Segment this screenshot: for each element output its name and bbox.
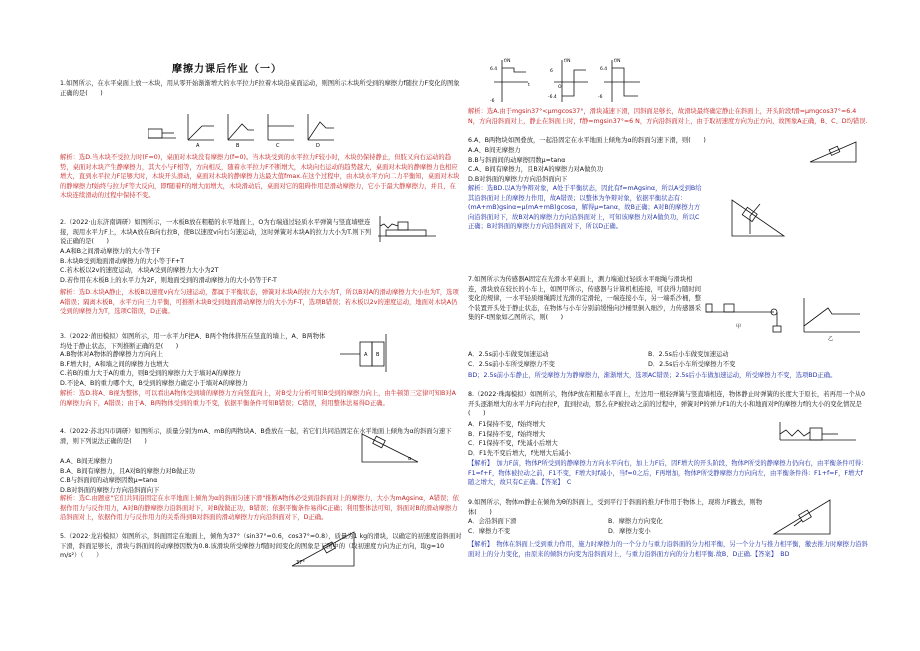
q3-option-b: B.F增大时，A和墙之间的摩擦力也增大 (60, 360, 169, 368)
page-title: 摩擦力课后作业（一） (172, 64, 282, 75)
question-4: 4.（2022·苏北四市调研）如图所示，质量分别为mA、mB的两物块A、B叠放在一起，若它们共同沿固定在水平地面上倾角为α的斜面匀速下滑，则下列说法正确的是( ) (60, 428, 452, 445)
q5-graph-c-value-1: 6.4 (600, 67, 608, 72)
q1-graph-b (228, 114, 254, 140)
q4-option-b: B.A、B间有摩擦力，且A对B的摩擦力对B做正功 (60, 467, 195, 475)
q5-graph-b-axis-f: f/N (564, 59, 571, 64)
q5-graph-b-value-4: 6 (550, 69, 553, 74)
answer-2: 解析：选D.木块A静止，木板B以速度v向左匀速运动，都属于平衡状态，弹簧对木块A的拉力大小为T，所以B对A的滑动摩擦力大小也为T，选项A错误；隔离木板B，水平方向三力平衡，可推断木块B受到地面滑动摩擦力的大小为F-T，选项B错误；若木板以2v的速度运动，地面对木块A仍受到的摩擦力为T，选项C错误，D正确。 (60, 289, 459, 315)
q5-graph-a-axis-t: t (528, 83, 530, 88)
q2-option-d: D.若作用在木板B上的水平力为2F，则地面受到的滑动摩擦力的大小仍等于F-T (60, 276, 277, 284)
q7-option-b: B．2.5s后小车做变加速运动 (648, 351, 729, 358)
q4-option-c: C.B与斜面间的动摩擦因数μ=tanα (60, 477, 158, 484)
q8-option-c: C．F1保持不变，f先减小后增大 (468, 440, 558, 447)
q2-option-a: A.A和B之间滑动摩擦力的大小等于F (60, 248, 161, 255)
q5-graph-b (548, 58, 588, 102)
question-8-options (468, 420, 768, 458)
q1-graph-c (268, 114, 294, 140)
q1-option-b: B (236, 143, 240, 148)
answer-8: 【解析】 加力F前，物体P所受到的静摩擦力方向水平向右，加上力F后，因F增大的开头阶段，物体P所受的静摩擦力仍向右，由平衡条件可得：F1=f+F，物体被拉动之前，F1不变，F增大时f减小，当f=0之后，F再增加，物体P所受静摩擦力方向向左，由平衡条件得：F1+f=F，F增大f随之增大，故只有C正确。【答案】 C (468, 460, 868, 486)
q5-angle-label: 37° (296, 560, 305, 566)
q1-figure (148, 100, 348, 148)
answer-5: 解析：选A.由于mgsin37°<μmgcos37°，滑块减速下滑，因斜面足够长，故滑块最终确定静止在斜面上，开头阶段f滑=μmgcos37°=6.4 N，方向沿斜面对上，静止在斜面上时，f静=mgsin37°=6 N，方向沿斜面对上，由于取初速度方向为正方向，故图象A正确，B、C、D均错误. (468, 108, 868, 125)
q6-option-a: A.A、B间无摩擦力 (468, 147, 521, 154)
question-6-options (468, 146, 768, 184)
q5-graph-a-axis-f: f/N (504, 59, 511, 64)
q7-apparatus (706, 304, 781, 332)
svg-text:α: α (408, 456, 412, 462)
q5-graph-a (490, 58, 530, 104)
q4-option-a: A.A、B间无摩擦力 (60, 458, 113, 465)
q1-graph-a (188, 114, 214, 140)
q9-option-a: A．会沿斜面下滑 (468, 518, 517, 525)
q7-figure (704, 292, 864, 342)
question-2: 2.（2022·山东济南调研）如图所示，一木板B放在粗糙的水平地面上，O为右端通过轻质水平弹簧与竖直墙壁连接，现用水平力F上，木块A放在B向右拉B，使B以速度v向右匀速运动，这时弹簧对木块A的拉力大小为T.则下列说正确的是( ) (60, 219, 372, 245)
q1-graph-d (308, 114, 334, 140)
q5-figure (290, 528, 356, 568)
question-7: 7.如图所示为传感器A固定在光滑水平桌面上，测力端通过轻质水平细绳与滑块相连，滑块放在较长的小车上，如图甲所示，传感器与计算机相连接，可获得力随时间变化的规律，一水平轻质细绳跨过光滑的定滑轮，一端连接小车，另一端系沙桶，整个装置开头处于静止状态，在物体与小车分别前缓慢向沙桶里倒入细沙，力传感器采集的F-t图象如乙图所示，则( ) (468, 276, 701, 321)
q1-block (148, 129, 162, 138)
q4-option-d: D.B对斜面的摩擦力方向沿斜面向下 (60, 486, 160, 494)
answer-7: BD；2.5s前小车静止，所受摩擦力为静摩擦力，渐渐增大，选项AC错误；2.5s后小车做加速运动，所受摩擦力不变，选项BD正确。 (468, 372, 837, 379)
q7-figure-jia: 甲 (736, 324, 742, 330)
q3-option-a: A.B物体对A物体的静摩擦力方向向上 (60, 351, 163, 358)
q9-option-d: D．摩擦力变小 (608, 527, 651, 535)
q5-graph-b-value-3: -6.4 (548, 95, 557, 100)
q3-figure (332, 334, 392, 374)
answer-1: 解析：选D.当木块不受拉力时(F=0)，桌面对木块没有摩擦力(f=0)。当木块受到的水平拉力F较小时，木块仍保持静止，但肢又向右运动的趋势，桌面对木块产生静摩擦力，其大小与F相等，方向相反，随着水平拉力F不断增大，木块向右运动的趋势越大，桌面对木块的静摩擦力也相应增大，直到水平拉力F足够大时，木块开头滑动，桌面对木块的静摩擦力达最大值fmax.在这个过程中，由木块水平方向二力平衡知，桌面对木块的静摩擦力f始终与拉力F等大反向，即f随着F的增大而增大，木块滑动后，桌面对它的阻碍作用是滑动摩擦力，它小于最大静摩擦力，并且，在木块连续滑动的过程中保持不变。 (60, 154, 460, 199)
q8-option-b: B．F1保持不变，f始终增大 (468, 430, 546, 438)
q7-option-a: A．2.5s前小车做变加速运动 (468, 351, 549, 358)
answer-4: 解析：选C.由题意"它们共同沿固定在水平地面上倾角为α的斜面匀速下滑"推断A物体必受到沿斜面对上的摩擦力，大小为mAgsinα，A错误；依据作用力与反作用力，A对B的静摩擦力沿斜面对下，对B做做正功，B错误；依据平衡条件易得C正确；利用整体法可知，斜面对B的滑动摩擦力沿斜面对上，依据作用力与反作用力的关系得到B对斜面的滑动摩擦力方向沿斜面对下，D正确。 (60, 495, 459, 521)
svg-text:B: B (376, 352, 380, 358)
q2-option-c: C.若木板以2v的速度运动，木块A受到的摩擦力大小为2T (60, 267, 219, 274)
q5-graph-c-value-2: -6 (598, 95, 603, 100)
question-8: 8.（2022·珠海模拟）如图所示，物体P放在粗糙水平面上，左边用一根轻弹簧与竖直墙相连，物体静止时弹簧的长度大于原长，若再用一个从0开头逐渐增大的水平力F向右拉P，直到拉动，那么在P被拉动之前的过程中，弹簧对P的弹力F1的大小和地面对P的摩擦力f的大小的变化情况是( ) (468, 391, 866, 417)
q7-option-c: C．2.5s前小车所受摩擦力不变 (468, 360, 555, 368)
question-7-options (468, 350, 868, 369)
question-3-options (60, 350, 328, 388)
q8-option-d: D．F1先不变后增大，f先增大后减小 (468, 449, 571, 457)
q2-option-b: B.木块B受到地面滑动摩擦力的大小等于F+T (60, 257, 185, 265)
question-9-options (468, 517, 768, 536)
q8-figure (778, 420, 858, 444)
svg-text:A: A (364, 352, 368, 358)
q5-graph-c-axis-f: f/N (614, 59, 621, 64)
answer-9: 【解析】 物体在斜面上受到重力作用，施力时摩擦力的一个分力与重力沿斜面的分力相平衡，另一个分力与推力相平衡，撤去推力时摩擦力沿斜面对上的分力变化，由原来的倾斜方向变为沿斜面对上，与重力沿斜面方向的分力相平衡.故B、D正确.【答案】 BD (468, 541, 868, 558)
q8-option-a: A．F1保持不变，f始终增大 (468, 421, 546, 428)
q7-option-d: D．2.5s后小车所受摩擦力不变 (648, 360, 736, 368)
q7-figure-yi: 乙 (828, 336, 834, 342)
q5-graph-c (598, 58, 640, 102)
question-9: 9.如图所示，物体m静止在倾角为θ的斜面上，受到平行于斜面的推力F作用于物体上，现将力F撤去，则物体( ) (468, 499, 763, 516)
question-3: 3.（2022·莆田模拟）如图所示，用一水平力F把A、B两个物体挤压在竖直的墙上，A、B两物体均处于静止状态，下列推断正确的是( ) (60, 333, 326, 350)
q6-option-c: C.A、B间有摩擦力，且B对A的摩擦力对A做负功 (468, 166, 604, 173)
q1-option-c: C (276, 143, 280, 148)
q6-force-diagram (730, 192, 786, 240)
q9-option-c: C．摩擦力不变 (468, 527, 511, 535)
q5-graph-a-value-2: -6 (490, 99, 495, 104)
q6-figure (808, 140, 858, 164)
question-2-options (60, 247, 440, 285)
question-1: 1.如图所示，在水平桌面上放一木块，用从零开始渐渐增大的水平拉力F拉着木块沿桌面运动，则图所示木块所受到的摩擦力f随拉力F变化的图象正确的是( ) (60, 80, 460, 97)
q5-graph-b-origin: O (558, 85, 562, 90)
q1-option-d: D (316, 143, 320, 148)
q7-ft-graph (804, 298, 860, 342)
q6-option-b: B.B与斜面间的动摩擦因数μ=tanα (468, 156, 566, 164)
q9-figure (772, 496, 832, 536)
q9-option-b: B．摩擦力方向变化 (608, 518, 663, 525)
question-6: 6.A、B两物块如图叠放，一起沿固定在水平地面上倾角为α的斜面匀速下滑，则( ) (468, 137, 706, 144)
q2-figure (378, 216, 438, 246)
q5-answer-graphs (488, 56, 648, 108)
q5-graph-a-value-1: 6.4 (490, 67, 498, 72)
q3-option-d: D.不论A、B的重力哪个大，B受到的摩擦力确定小于墙对A的摩擦力 (60, 379, 248, 387)
q3-option-c: C.若B的重力大于A的重力，则B受到的摩擦力大于墙对A的摩擦力 (60, 370, 242, 377)
question-4-options (60, 457, 360, 495)
q4-figure (360, 430, 420, 464)
question-5: 5.（2022·龙岩模拟）如图所示，斜面固定在地面上，倾角为37°（sin37°=0.6，cos37°=0.8），质量为1 kg的滑块，以确定的初速度沿斜面对下滑，斜面足够长，滑块与斜面间的动摩擦因数为0.8.该滑块所受摩擦力f随时间变化的图象是下图中的（取初速度方向为正方向，取g=10 m/s²）（ ） (60, 533, 462, 559)
q6-option-d: D.B对斜面的摩擦力方向沿斜面向下 (468, 175, 568, 183)
answer-6: 解析：选BD.以A为争辩对象，A处于平衡状态，因此有f=mAgsinα，所以A受到B给其沿斜面对上的摩擦力作用，故A错误；以整体为争辩对象，依据平衡状态有：(mA+mB)gsinα=μ(mA+mB)gcosα，解得μ=tanα，故B正确；A对B的摩擦力方向沿斜面对下，故B对A的摩擦力方向沿斜面对上，可知该摩擦力对A做负功，所以C正确；B对斜面的摩擦力方向沿斜面对下，所以D正确。 (468, 185, 702, 230)
q1-option-a: A (196, 143, 200, 148)
answer-3: 解析：选D.将A、B视为整体，可以看出A物体受到墙的摩擦力方向竖直向上，对B受力分析可知B受到的摩擦力向上，由牛顿第三定律可知B对A的摩擦力向下，A错误；由于A、B两物体受到的重力不变，依据平衡条件可知B错误；C错误，利用整体法易得D正确。 (60, 390, 456, 407)
